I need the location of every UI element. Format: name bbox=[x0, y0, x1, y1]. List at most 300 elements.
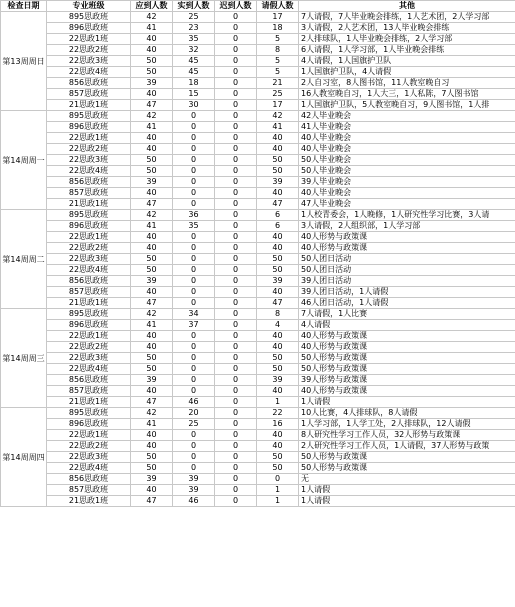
should-count-cell: 50 bbox=[131, 463, 173, 474]
late-count-cell: 0 bbox=[215, 298, 257, 309]
leave-count-cell: 39 bbox=[257, 276, 299, 287]
table-row bbox=[1, 408, 515, 419]
other-notes-cell: 50人形势与政策课 bbox=[299, 364, 515, 375]
actual-count-cell: 45 bbox=[173, 67, 215, 78]
actual-count-cell: 0 bbox=[173, 386, 215, 397]
leave-count-cell: 16 bbox=[257, 419, 299, 430]
other-notes-cell: 3人请假，2人组织部，1人学习部 bbox=[299, 221, 515, 232]
late-count-cell: 0 bbox=[215, 122, 257, 133]
other-notes-cell: 40人形势与政策课 bbox=[299, 331, 515, 342]
leave-count-cell: 47 bbox=[257, 298, 299, 309]
late-count-cell: 0 bbox=[215, 56, 257, 67]
should-count-cell: 50 bbox=[131, 265, 173, 276]
leave-count-cell: 40 bbox=[257, 441, 299, 452]
late-count-cell: 0 bbox=[215, 364, 257, 375]
should-count-cell: 40 bbox=[131, 45, 173, 56]
table-row bbox=[1, 331, 515, 342]
should-count-cell: 40 bbox=[131, 342, 173, 353]
leave-count-cell: 40 bbox=[257, 342, 299, 353]
other-notes-cell: 42人毕业晚会 bbox=[299, 111, 515, 122]
leave-count-cell: 39 bbox=[257, 177, 299, 188]
other-notes-cell: 50人毕业晚会 bbox=[299, 155, 515, 166]
actual-count-cell: 0 bbox=[173, 166, 215, 177]
class-cell: 856思政班 bbox=[47, 474, 131, 485]
other-notes-cell: 2人自习室，8人图书馆，11人教室晚自习 bbox=[299, 78, 515, 89]
should-count-cell: 50 bbox=[131, 56, 173, 67]
actual-count-cell: 0 bbox=[173, 287, 215, 298]
class-cell: 21思政1班 bbox=[47, 199, 131, 210]
late-count-cell: 0 bbox=[215, 353, 257, 364]
class-cell: 857思政班 bbox=[47, 188, 131, 199]
other-notes-cell: 1人请假 bbox=[299, 496, 515, 507]
class-cell: 857思政班 bbox=[47, 485, 131, 496]
late-count-cell: 0 bbox=[215, 155, 257, 166]
table-row bbox=[1, 199, 515, 210]
class-cell: 22思政1班 bbox=[47, 133, 131, 144]
actual-count-cell: 0 bbox=[173, 375, 215, 386]
late-count-cell: 0 bbox=[215, 287, 257, 298]
table-row bbox=[1, 210, 515, 221]
table-row bbox=[1, 474, 515, 485]
late-count-cell: 0 bbox=[215, 276, 257, 287]
class-cell: 857思政班 bbox=[47, 287, 131, 298]
other-notes-cell: 7人请假，1人比赛 bbox=[299, 309, 515, 320]
should-count-cell: 40 bbox=[131, 287, 173, 298]
actual-count-cell: 46 bbox=[173, 397, 215, 408]
actual-count-cell: 45 bbox=[173, 56, 215, 67]
actual-count-cell: 32 bbox=[173, 45, 215, 56]
other-notes-cell: 40人形势与政策课 bbox=[299, 243, 515, 254]
should-count-cell: 40 bbox=[131, 441, 173, 452]
should-count-cell: 42 bbox=[131, 408, 173, 419]
should-count-cell: 40 bbox=[131, 34, 173, 45]
late-count-cell: 0 bbox=[215, 419, 257, 430]
actual-count-cell: 0 bbox=[173, 155, 215, 166]
should-count-cell: 40 bbox=[131, 386, 173, 397]
actual-count-cell: 0 bbox=[173, 276, 215, 287]
leave-count-cell: 40 bbox=[257, 188, 299, 199]
table-row bbox=[1, 397, 515, 408]
class-cell: 857思政班 bbox=[47, 89, 131, 100]
table-row bbox=[1, 452, 515, 463]
class-cell: 856思政班 bbox=[47, 177, 131, 188]
table-row bbox=[1, 386, 515, 397]
late-count-cell: 0 bbox=[215, 430, 257, 441]
actual-count-cell: 20 bbox=[173, 408, 215, 419]
should-count-cell: 39 bbox=[131, 78, 173, 89]
table-row bbox=[1, 89, 515, 100]
table-row bbox=[1, 232, 515, 243]
leave-count-cell: 40 bbox=[257, 232, 299, 243]
actual-count-cell: 39 bbox=[173, 474, 215, 485]
other-notes-cell: 4人请假 bbox=[299, 320, 515, 331]
other-notes-cell: 50人形势与政策课 bbox=[299, 463, 515, 474]
other-notes-cell: 1人国旗护卫队，5人教室晚自习，9人图书馆，1人排 bbox=[299, 100, 515, 111]
other-notes-cell: 40人形势与政策课 bbox=[299, 232, 515, 243]
table-row bbox=[1, 100, 515, 111]
table-row bbox=[1, 485, 515, 496]
late-count-cell: 0 bbox=[215, 386, 257, 397]
table-row bbox=[1, 430, 515, 441]
table-row bbox=[1, 419, 515, 430]
should-count-cell: 50 bbox=[131, 155, 173, 166]
actual-count-cell: 0 bbox=[173, 430, 215, 441]
class-cell: 896思政班 bbox=[47, 419, 131, 430]
late-count-cell: 0 bbox=[215, 210, 257, 221]
other-notes-cell: 40人毕业晚会 bbox=[299, 144, 515, 155]
actual-count-cell: 0 bbox=[173, 353, 215, 364]
leave-count-cell: 50 bbox=[257, 452, 299, 463]
late-count-cell: 0 bbox=[215, 496, 257, 507]
table-row bbox=[1, 144, 515, 155]
leave-count-cell: 17 bbox=[257, 12, 299, 23]
leave-count-cell: 50 bbox=[257, 155, 299, 166]
leave-count-cell: 40 bbox=[257, 243, 299, 254]
table-row bbox=[1, 221, 515, 232]
late-count-cell: 0 bbox=[215, 23, 257, 34]
header-leave: 请假人数 bbox=[257, 1, 299, 12]
other-notes-cell: 40人形势与政策课 bbox=[299, 342, 515, 353]
other-notes-cell: 6人请假，1人学习部，1人毕业晚会排练 bbox=[299, 45, 515, 56]
header-actual: 实到人数 bbox=[173, 1, 215, 12]
table-row bbox=[1, 320, 515, 331]
should-count-cell: 50 bbox=[131, 254, 173, 265]
class-cell: 21思政1班 bbox=[47, 100, 131, 111]
other-notes-cell: 40人毕业晚会 bbox=[299, 188, 515, 199]
leave-count-cell: 40 bbox=[257, 430, 299, 441]
table-row bbox=[1, 23, 515, 34]
other-notes-cell: 2人研究性学习工作人员，1人请假，37人形势与政策 bbox=[299, 441, 515, 452]
other-notes-cell: 3人请假，2人艺术团，13人毕业晚会排练 bbox=[299, 23, 515, 34]
class-cell: 22思政3班 bbox=[47, 353, 131, 364]
leave-count-cell: 1 bbox=[257, 397, 299, 408]
late-count-cell: 0 bbox=[215, 474, 257, 485]
class-cell: 22思政2班 bbox=[47, 144, 131, 155]
header-date: 检查日期 bbox=[1, 1, 47, 12]
leave-count-cell: 50 bbox=[257, 463, 299, 474]
class-cell: 895思政班 bbox=[47, 210, 131, 221]
leave-count-cell: 5 bbox=[257, 56, 299, 67]
table-row bbox=[1, 342, 515, 353]
late-count-cell: 0 bbox=[215, 144, 257, 155]
other-notes-cell: 1人请假 bbox=[299, 397, 515, 408]
check-date-cell: 第14周周三 bbox=[1, 309, 47, 408]
other-notes-cell: 47人毕业晚会 bbox=[299, 199, 515, 210]
table-row bbox=[1, 56, 515, 67]
class-cell: 22思政1班 bbox=[47, 232, 131, 243]
other-notes-cell: 40人形势与政策课 bbox=[299, 386, 515, 397]
class-cell: 22思政3班 bbox=[47, 254, 131, 265]
actual-count-cell: 18 bbox=[173, 78, 215, 89]
leave-count-cell: 0 bbox=[257, 474, 299, 485]
should-count-cell: 40 bbox=[131, 430, 173, 441]
leave-count-cell: 40 bbox=[257, 287, 299, 298]
should-count-cell: 47 bbox=[131, 100, 173, 111]
header-class: 专业班级 bbox=[47, 1, 131, 12]
actual-count-cell: 0 bbox=[173, 144, 215, 155]
late-count-cell: 0 bbox=[215, 111, 257, 122]
late-count-cell: 0 bbox=[215, 254, 257, 265]
class-cell: 22思政1班 bbox=[47, 34, 131, 45]
other-notes-cell: 16人教室晚自习，1人大三，1人私陈，7人图书馆 bbox=[299, 89, 515, 100]
should-count-cell: 40 bbox=[131, 89, 173, 100]
other-notes-cell: 1人国旗护卫队，4人请假 bbox=[299, 67, 515, 78]
table-row bbox=[1, 111, 515, 122]
should-count-cell: 40 bbox=[131, 232, 173, 243]
late-count-cell: 0 bbox=[215, 12, 257, 23]
table-row bbox=[1, 375, 515, 386]
other-notes-cell: 41人毕业晚会 bbox=[299, 122, 515, 133]
leave-count-cell: 1 bbox=[257, 485, 299, 496]
check-date-cell: 第13周周日 bbox=[1, 12, 47, 111]
should-count-cell: 41 bbox=[131, 320, 173, 331]
leave-count-cell: 5 bbox=[257, 67, 299, 78]
should-count-cell: 41 bbox=[131, 419, 173, 430]
class-cell: 895思政班 bbox=[47, 309, 131, 320]
class-cell: 21思政1班 bbox=[47, 397, 131, 408]
other-notes-cell: 7人请假，7人毕业晚会排练，1人艺术团，2人学习部 bbox=[299, 12, 515, 23]
other-notes-cell: 1人学习部，1人学工处，2人排球队，12人请假 bbox=[299, 419, 515, 430]
other-notes-cell: 39人形势与政策课 bbox=[299, 375, 515, 386]
late-count-cell: 0 bbox=[215, 67, 257, 78]
late-count-cell: 0 bbox=[215, 320, 257, 331]
other-notes-cell: 50人形势与政策课 bbox=[299, 452, 515, 463]
should-count-cell: 47 bbox=[131, 298, 173, 309]
class-cell: 22思政3班 bbox=[47, 452, 131, 463]
should-count-cell: 40 bbox=[131, 485, 173, 496]
class-cell: 22思政4班 bbox=[47, 463, 131, 474]
late-count-cell: 0 bbox=[215, 78, 257, 89]
leave-count-cell: 21 bbox=[257, 78, 299, 89]
late-count-cell: 0 bbox=[215, 331, 257, 342]
should-count-cell: 47 bbox=[131, 397, 173, 408]
actual-count-cell: 0 bbox=[173, 177, 215, 188]
class-cell: 22思政3班 bbox=[47, 56, 131, 67]
actual-count-cell: 0 bbox=[173, 452, 215, 463]
leave-count-cell: 8 bbox=[257, 45, 299, 56]
leave-count-cell: 39 bbox=[257, 375, 299, 386]
check-date-cell: 第14周周二 bbox=[1, 210, 47, 309]
actual-count-cell: 23 bbox=[173, 23, 215, 34]
should-count-cell: 40 bbox=[131, 144, 173, 155]
leave-count-cell: 5 bbox=[257, 34, 299, 45]
class-cell: 895思政班 bbox=[47, 12, 131, 23]
class-cell: 22思政4班 bbox=[47, 166, 131, 177]
class-cell: 22思政1班 bbox=[47, 430, 131, 441]
late-count-cell: 0 bbox=[215, 243, 257, 254]
other-notes-cell: 39人团日活动 bbox=[299, 276, 515, 287]
table-row bbox=[1, 309, 515, 320]
actual-count-cell: 0 bbox=[173, 254, 215, 265]
leave-count-cell: 6 bbox=[257, 210, 299, 221]
should-count-cell: 42 bbox=[131, 210, 173, 221]
should-count-cell: 50 bbox=[131, 353, 173, 364]
leave-count-cell: 42 bbox=[257, 111, 299, 122]
class-cell: 856思政班 bbox=[47, 78, 131, 89]
table-row bbox=[1, 78, 515, 89]
header-should: 应到人数 bbox=[131, 1, 173, 12]
late-count-cell: 0 bbox=[215, 397, 257, 408]
table-row bbox=[1, 166, 515, 177]
actual-count-cell: 39 bbox=[173, 485, 215, 496]
should-count-cell: 40 bbox=[131, 133, 173, 144]
table-row bbox=[1, 364, 515, 375]
late-count-cell: 0 bbox=[215, 265, 257, 276]
late-count-cell: 0 bbox=[215, 89, 257, 100]
other-notes-cell: 39人毕业晚会 bbox=[299, 177, 515, 188]
other-notes-cell: 2人排球队，1人毕业晚会排练，2人学习部 bbox=[299, 34, 515, 45]
other-notes-cell: 50人形势与政策课 bbox=[299, 353, 515, 364]
leave-count-cell: 1 bbox=[257, 496, 299, 507]
other-notes-cell: 1人请假 bbox=[299, 485, 515, 496]
should-count-cell: 40 bbox=[131, 188, 173, 199]
class-cell: 22思政4班 bbox=[47, 265, 131, 276]
leave-count-cell: 40 bbox=[257, 144, 299, 155]
class-cell: 896思政班 bbox=[47, 320, 131, 331]
actual-count-cell: 15 bbox=[173, 89, 215, 100]
class-cell: 856思政班 bbox=[47, 375, 131, 386]
late-count-cell: 0 bbox=[215, 221, 257, 232]
leave-count-cell: 40 bbox=[257, 133, 299, 144]
should-count-cell: 50 bbox=[131, 67, 173, 78]
class-cell: 22思政2班 bbox=[47, 243, 131, 254]
other-notes-cell: 10人比赛，4人排球队，8人请假 bbox=[299, 408, 515, 419]
class-cell: 22思政4班 bbox=[47, 67, 131, 78]
table-row bbox=[1, 45, 515, 56]
actual-count-cell: 0 bbox=[173, 188, 215, 199]
check-date-cell: 第14周周四 bbox=[1, 408, 47, 507]
table-row bbox=[1, 353, 515, 364]
table-row bbox=[1, 298, 515, 309]
actual-count-cell: 25 bbox=[173, 419, 215, 430]
table-row bbox=[1, 155, 515, 166]
class-cell: 22思政2班 bbox=[47, 45, 131, 56]
late-count-cell: 0 bbox=[215, 375, 257, 386]
leave-count-cell: 50 bbox=[257, 364, 299, 375]
should-count-cell: 42 bbox=[131, 12, 173, 23]
late-count-cell: 0 bbox=[215, 441, 257, 452]
class-cell: 21思政1班 bbox=[47, 298, 131, 309]
should-count-cell: 42 bbox=[131, 111, 173, 122]
late-count-cell: 0 bbox=[215, 199, 257, 210]
class-cell: 896思政班 bbox=[47, 221, 131, 232]
late-count-cell: 0 bbox=[215, 188, 257, 199]
should-count-cell: 42 bbox=[131, 309, 173, 320]
late-count-cell: 0 bbox=[215, 463, 257, 474]
class-cell: 22思政1班 bbox=[47, 331, 131, 342]
table-row bbox=[1, 122, 515, 133]
late-count-cell: 0 bbox=[215, 342, 257, 353]
late-count-cell: 0 bbox=[215, 177, 257, 188]
leave-count-cell: 25 bbox=[257, 89, 299, 100]
leave-count-cell: 6 bbox=[257, 221, 299, 232]
leave-count-cell: 22 bbox=[257, 408, 299, 419]
late-count-cell: 0 bbox=[215, 133, 257, 144]
other-notes-cell: 1人校青委会，1人晚修，1人研究性学习比赛，3人请 bbox=[299, 210, 515, 221]
table-row bbox=[1, 243, 515, 254]
actual-count-cell: 0 bbox=[173, 122, 215, 133]
header-row bbox=[1, 1, 515, 12]
table-row bbox=[1, 254, 515, 265]
leave-count-cell: 50 bbox=[257, 265, 299, 276]
actual-count-cell: 0 bbox=[173, 298, 215, 309]
table-row bbox=[1, 276, 515, 287]
table-row bbox=[1, 177, 515, 188]
class-cell: 22思政4班 bbox=[47, 364, 131, 375]
late-count-cell: 0 bbox=[215, 100, 257, 111]
leave-count-cell: 47 bbox=[257, 199, 299, 210]
table-row bbox=[1, 441, 515, 452]
other-notes-cell: 40人毕业晚会 bbox=[299, 133, 515, 144]
should-count-cell: 50 bbox=[131, 452, 173, 463]
actual-count-cell: 37 bbox=[173, 320, 215, 331]
other-notes-cell: 50人团日活动 bbox=[299, 265, 515, 276]
table-row bbox=[1, 133, 515, 144]
class-cell: 856思政班 bbox=[47, 276, 131, 287]
actual-count-cell: 34 bbox=[173, 309, 215, 320]
actual-count-cell: 25 bbox=[173, 12, 215, 23]
actual-count-cell: 0 bbox=[173, 111, 215, 122]
actual-count-cell: 0 bbox=[173, 265, 215, 276]
should-count-cell: 41 bbox=[131, 221, 173, 232]
actual-count-cell: 0 bbox=[173, 232, 215, 243]
table-row bbox=[1, 188, 515, 199]
should-count-cell: 39 bbox=[131, 177, 173, 188]
actual-count-cell: 46 bbox=[173, 496, 215, 507]
header-late: 迟到人数 bbox=[215, 1, 257, 12]
actual-count-cell: 36 bbox=[173, 210, 215, 221]
leave-count-cell: 41 bbox=[257, 122, 299, 133]
actual-count-cell: 0 bbox=[173, 463, 215, 474]
should-count-cell: 40 bbox=[131, 243, 173, 254]
leave-count-cell: 40 bbox=[257, 331, 299, 342]
other-notes-cell: 46人团日活动，1人请假 bbox=[299, 298, 515, 309]
late-count-cell: 0 bbox=[215, 309, 257, 320]
class-cell: 896思政班 bbox=[47, 23, 131, 34]
actual-count-cell: 0 bbox=[173, 342, 215, 353]
actual-count-cell: 35 bbox=[173, 34, 215, 45]
other-notes-cell: 50人毕业晚会 bbox=[299, 166, 515, 177]
check-date-cell: 第14周周一 bbox=[1, 111, 47, 210]
table-row bbox=[1, 67, 515, 78]
leave-count-cell: 4 bbox=[257, 320, 299, 331]
other-notes-cell: 39人团日活动，1人请假 bbox=[299, 287, 515, 298]
late-count-cell: 0 bbox=[215, 408, 257, 419]
should-count-cell: 39 bbox=[131, 276, 173, 287]
class-cell: 22思政3班 bbox=[47, 155, 131, 166]
should-count-cell: 47 bbox=[131, 199, 173, 210]
table-body bbox=[1, 12, 515, 507]
other-notes-cell: 50人团日活动 bbox=[299, 254, 515, 265]
class-cell: 895思政班 bbox=[47, 111, 131, 122]
actual-count-cell: 0 bbox=[173, 364, 215, 375]
should-count-cell: 39 bbox=[131, 375, 173, 386]
table-row bbox=[1, 34, 515, 45]
leave-count-cell: 50 bbox=[257, 166, 299, 177]
actual-count-cell: 0 bbox=[173, 243, 215, 254]
actual-count-cell: 0 bbox=[173, 441, 215, 452]
other-notes-cell: 8人研究性学习工作人员，32人形势与政策课 bbox=[299, 430, 515, 441]
class-cell: 895思政班 bbox=[47, 408, 131, 419]
actual-count-cell: 35 bbox=[173, 221, 215, 232]
class-cell: 22思政2班 bbox=[47, 342, 131, 353]
should-count-cell: 39 bbox=[131, 474, 173, 485]
actual-count-cell: 0 bbox=[173, 199, 215, 210]
table-row bbox=[1, 265, 515, 276]
leave-count-cell: 50 bbox=[257, 353, 299, 364]
actual-count-cell: 30 bbox=[173, 100, 215, 111]
class-cell: 22思政2班 bbox=[47, 441, 131, 452]
